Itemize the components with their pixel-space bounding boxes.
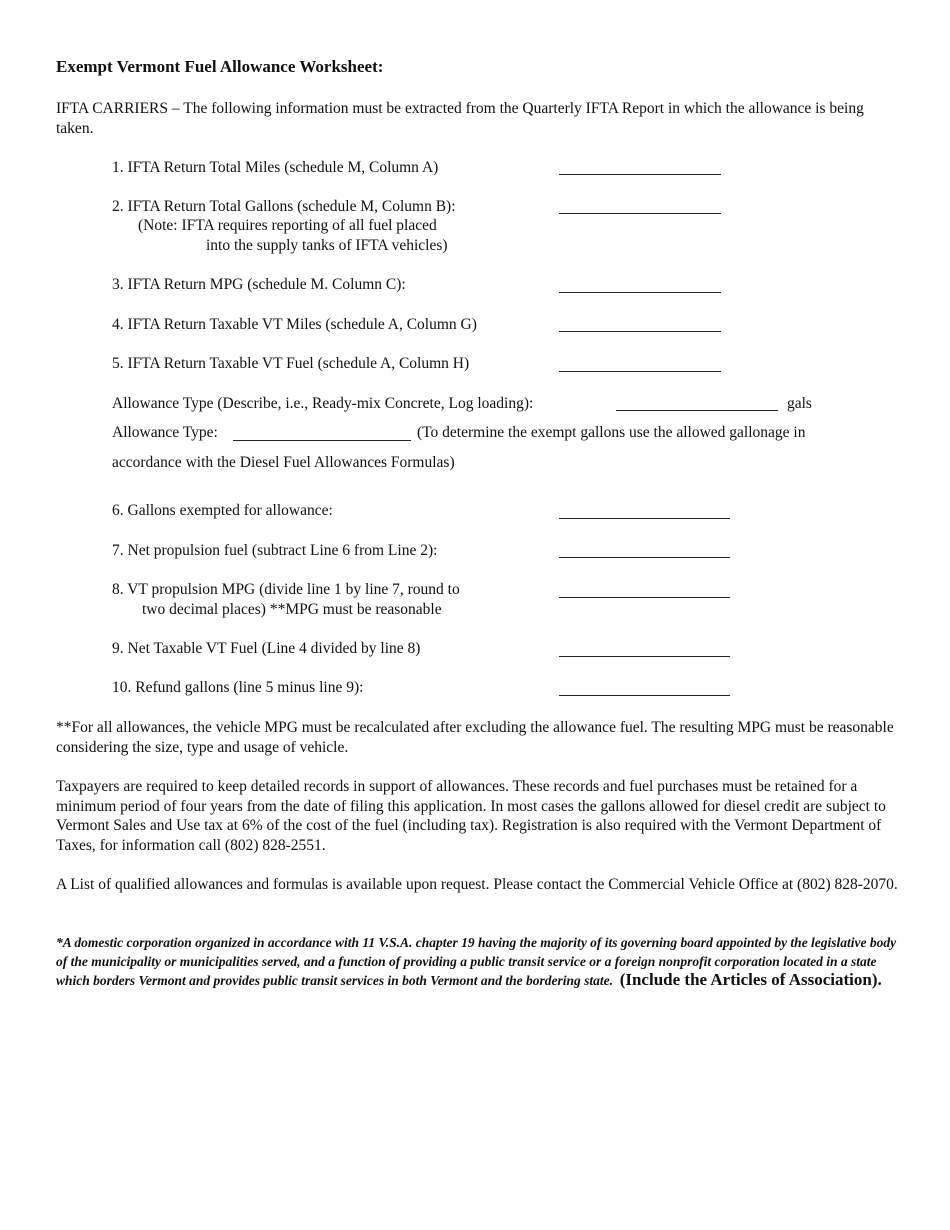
item-8-note: two decimal places) **MPG must be reasonable (142, 601, 442, 618)
page-title: Exempt Vermont Fuel Allowance Worksheet: (56, 57, 384, 76)
allowance-gallons-field[interactable] (616, 410, 778, 411)
item-9-label: 9. Net Taxable VT Fuel (Line 4 divided by line 8) (112, 640, 421, 657)
allowance-type-field[interactable] (233, 440, 411, 441)
item-6-label: 6. Gallons exempted for allowance: (112, 502, 333, 519)
item-8-label: 8. VT propulsion MPG (divide line 1 by line 7, round to (112, 581, 460, 598)
records-paragraph: Taxpayers are required to keep detailed records in support of allowances. These records and fuel purchases must be retained for a minimum period of four years from the date of filing this application. In most cases the gallons allowed for diesel credit are subject to Vermont Sales and Use tax at 6% of the cost of the fuel (including tax). Registration is also required with the Vermont Department of Taxes, for information call (802) 828-2551. (56, 778, 886, 854)
item-4-label: 4. IFTA Return Taxable VT Miles (schedule A, Column G) (112, 316, 477, 333)
list-note-paragraph: A List of qualified allowances and formulas is available upon request. Please contact the Commercial Vehicle Office at (802) 828-2070. (56, 876, 898, 893)
item-6-field[interactable] (559, 518, 730, 519)
allowance-type-describe-label: Allowance Type (Describe, i.e., Ready-mix Concrete, Log loading): (112, 395, 534, 412)
allowance-type-instructions: (To determine the exempt gallons use the allowed gallonage in (417, 424, 806, 441)
allowance-type-instructions-cont: accordance with the Diesel Fuel Allowances Formulas) (112, 454, 455, 471)
item-10-field[interactable] (559, 695, 730, 696)
item-1-field[interactable] (559, 174, 721, 175)
mpg-note-paragraph: **For all allowances, the vehicle MPG must be recalculated after excluding the allowance fuel. The resulting MPG must be reasonable considering the size, type and usage of vehicle. (56, 719, 894, 756)
item-4-field[interactable] (559, 331, 721, 332)
footnote-emphasis: (Include the Articles of Association). (619, 970, 882, 989)
item-10-label: 10. Refund gallons (line 5 minus line 9): (112, 679, 364, 696)
item-2-field[interactable] (559, 213, 721, 214)
item-2-note-cont: into the supply tanks of IFTA vehicles) (206, 237, 448, 254)
allowance-type-label: Allowance Type: (112, 424, 218, 441)
intro-paragraph: IFTA CARRIERS – The following information must be extracted from the Quarterly IFTA Report in which the allowance is being taken. (56, 100, 864, 137)
item-9-field[interactable] (559, 656, 730, 657)
item-3-field[interactable] (559, 292, 721, 293)
item-2-note: (Note: IFTA requires reporting of all fuel placed (138, 217, 437, 234)
item-7-field[interactable] (559, 557, 730, 558)
item-2-label: 2. IFTA Return Total Gallons (schedule M, Column B): (112, 198, 456, 215)
item-1-label: 1. IFTA Return Total Miles (schedule M, Column A) (112, 159, 439, 176)
footnote (56, 934, 901, 991)
item-8-field[interactable] (559, 597, 730, 598)
item-5-field[interactable] (559, 371, 721, 372)
item-7-label: 7. Net propulsion fuel (subtract Line 6 from Line 2): (112, 542, 438, 559)
footnote-text: *A domestic corporation organized in accordance with 11 V.S.A. chapter 19 having the majority of its governing board appointed by the legislative body of the municipality or municipalities served, and a function of providing a public transit service or a foreign nonprofit corporation located in a state which borders Vermont and provides public transit services in both Vermont and the bordering state. (56, 935, 897, 988)
gals-unit: gals (787, 395, 812, 412)
item-3-label: 3. IFTA Return MPG (schedule M. Column C): (112, 276, 406, 293)
item-5-label: 5. IFTA Return Taxable VT Fuel (schedule A, Column H) (112, 355, 470, 372)
